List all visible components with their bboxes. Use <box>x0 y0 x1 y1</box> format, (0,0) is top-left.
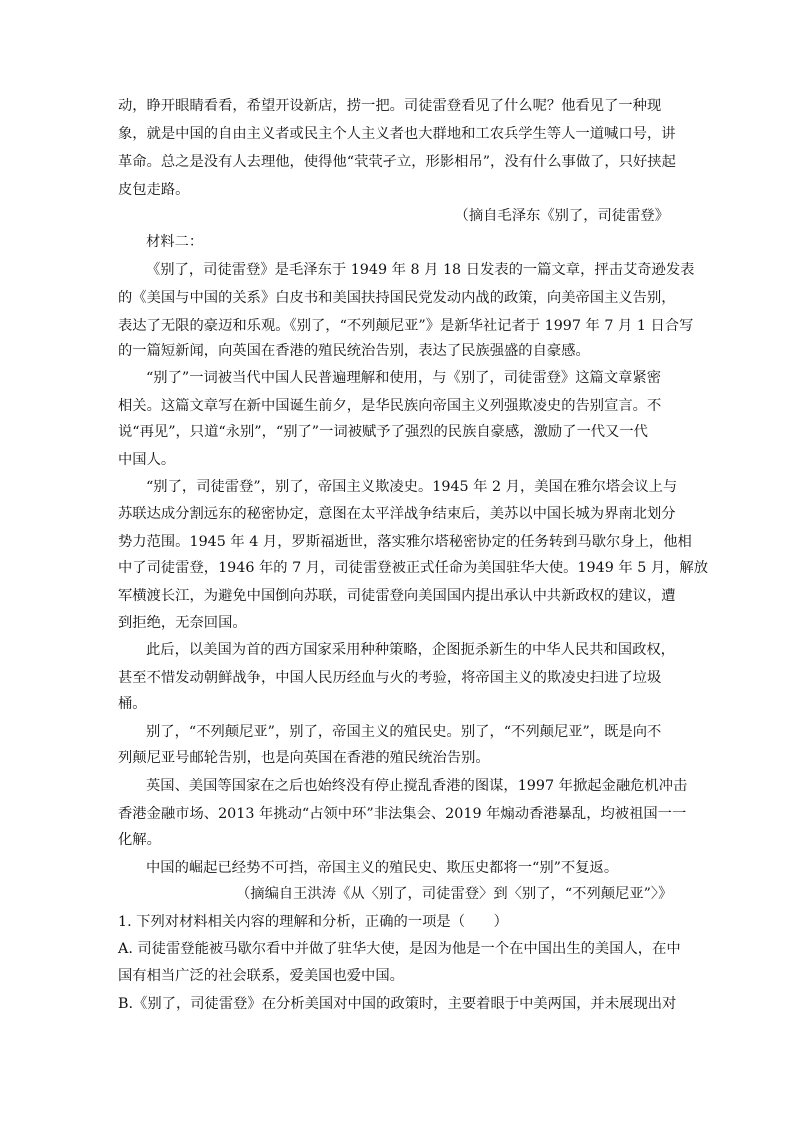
option-b: B.《别了，司徒雷登》在分析美国对中国的政策时，主要着眼于中美两国，并未展现出对 <box>118 996 677 1012</box>
text-line: 说“再见”，只道“永别”，“别了”一词被赋予了强烈的民族自豪感，激励了一代又一代 <box>118 424 648 440</box>
text-line: 桶。 <box>118 696 147 712</box>
text-line: 别了，“不列颠尼亚”，别了，帝国主义的殖民史。别了，“不列颠尼亚”，既是向不 <box>146 724 662 740</box>
text-line: 化解。 <box>118 832 161 848</box>
option-a-continued: 国有相当广泛的社会联系，爱美国也爱中国。 <box>118 968 404 984</box>
text-line: “别了”一词被当代中国人民普遍理解和使用，与《别了，司徒雷登》这篇文章紧密 <box>146 370 662 386</box>
text-line: 中国人。 <box>118 452 176 468</box>
text-line: 甚至不惜发动朝鲜战争，中国人民历经血与火的考验，将帝国主义的欺凌史扫进了垃圾 <box>118 670 662 686</box>
text-line: 《别了，司徒雷登》是毛泽东于 1949 年 8 月 18 日发表的一篇文章，抨击艾奇逊发表 <box>146 262 695 278</box>
question-stem: 1. 下列对材料相关内容的理解和分析，正确的一项是（ ） <box>118 914 508 930</box>
option-a: A. 司徒雷登能被马歇尔看中并做了驻华大使，是因为他是一个在中国出生的美国人，在中 <box>118 941 681 957</box>
text-line: 相关。这篇文章写在新中国诞生前夕，是华民族向帝国主义列强欺凌史的告别宣言。不 <box>118 398 662 414</box>
section-heading: 材料二： <box>146 234 204 250</box>
text-line: 到拒绝，无奈回国。 <box>118 615 247 631</box>
text-line: 列颠尼亚号邮轮告别，也是向英国在香港的殖民统治告别。 <box>118 750 490 766</box>
source-citation: （摘编自王洪涛《从〈别了，司徒雷登〉到〈别了，“不列颠尼亚”〉》 <box>236 886 673 902</box>
text-line: 苏联达成分割远东的秘密协定，意图在太平洋战争结束后，美苏以中国长城为界南北划分 <box>118 506 676 522</box>
text-line: 香港金融市场、2013 年挑动“占领中环”非法集会、2019 年煽动香港暴乱，均被祖国一一 <box>118 806 687 822</box>
text-line: 势力范围。1945 年 4 月，罗斯福逝世，落实雅尔塔秘密协定的任务转到马歇尔身上，他相 <box>118 534 692 550</box>
source-citation: （摘自毛泽东《别了，司徒雷登》 <box>454 208 669 224</box>
text-line: 象，就是中国的自由主义者或民主个人主义者也大群地和工农兵学生等人一道喊口号，讲 <box>118 126 676 142</box>
text-line: 中国的崛起已经势不可挡，帝国主义的殖民史、欺压史都将一“别”不复返。 <box>146 860 619 876</box>
text-line: 表达了无限的豪迈和乐观。《别了，“不列颠尼亚”》是新华社记者于 1997 年 7 月 1 日合写 <box>118 318 694 334</box>
text-line: 英国、美国等国家在之后也始终没有停止搅乱香港的图谋，1997 年掀起金融危机冲击 <box>146 778 688 794</box>
text-line: “别了，司徒雷登”，别了，帝国主义欺凌史。1945 年 2 月，美国在雅尔塔会议上与 <box>146 479 678 495</box>
text-line: 此后，以美国为首的西方国家采用种种策略，企图扼杀新生的中华人民共和国政权， <box>146 642 675 658</box>
text-line: 革命。总之是没有人去理他，使得他“茕茕孑立，形影相吊”，没有什么事做了，只好挟起 <box>118 154 676 170</box>
text-line: 动，睁开眼睛看看，希望开设新店，捞一把。司徒雷登看见了什么呢？他看见了一种现 <box>118 98 662 114</box>
text-line: 的一篇短新闻，向英国在香港的殖民统治告别，表达了民族强盛的自豪感。 <box>118 343 590 359</box>
text-line: 中了司徒雷登，1946 年的 7 月，司徒雷登被正式任命为美国驻华大使。1949 年 5 月，解放 <box>118 560 709 576</box>
text-line: 的《美国与中国的关系》白皮书和美国扶持国民党发动内战的政策，向美帝国主义告别， <box>118 290 676 306</box>
text-line: 皮包走路。 <box>118 182 190 198</box>
text-line: 军横渡长江，为避免中国倒向苏联，司徒雷登向美国国内提出承认中共新政权的建议，遭 <box>118 588 676 604</box>
